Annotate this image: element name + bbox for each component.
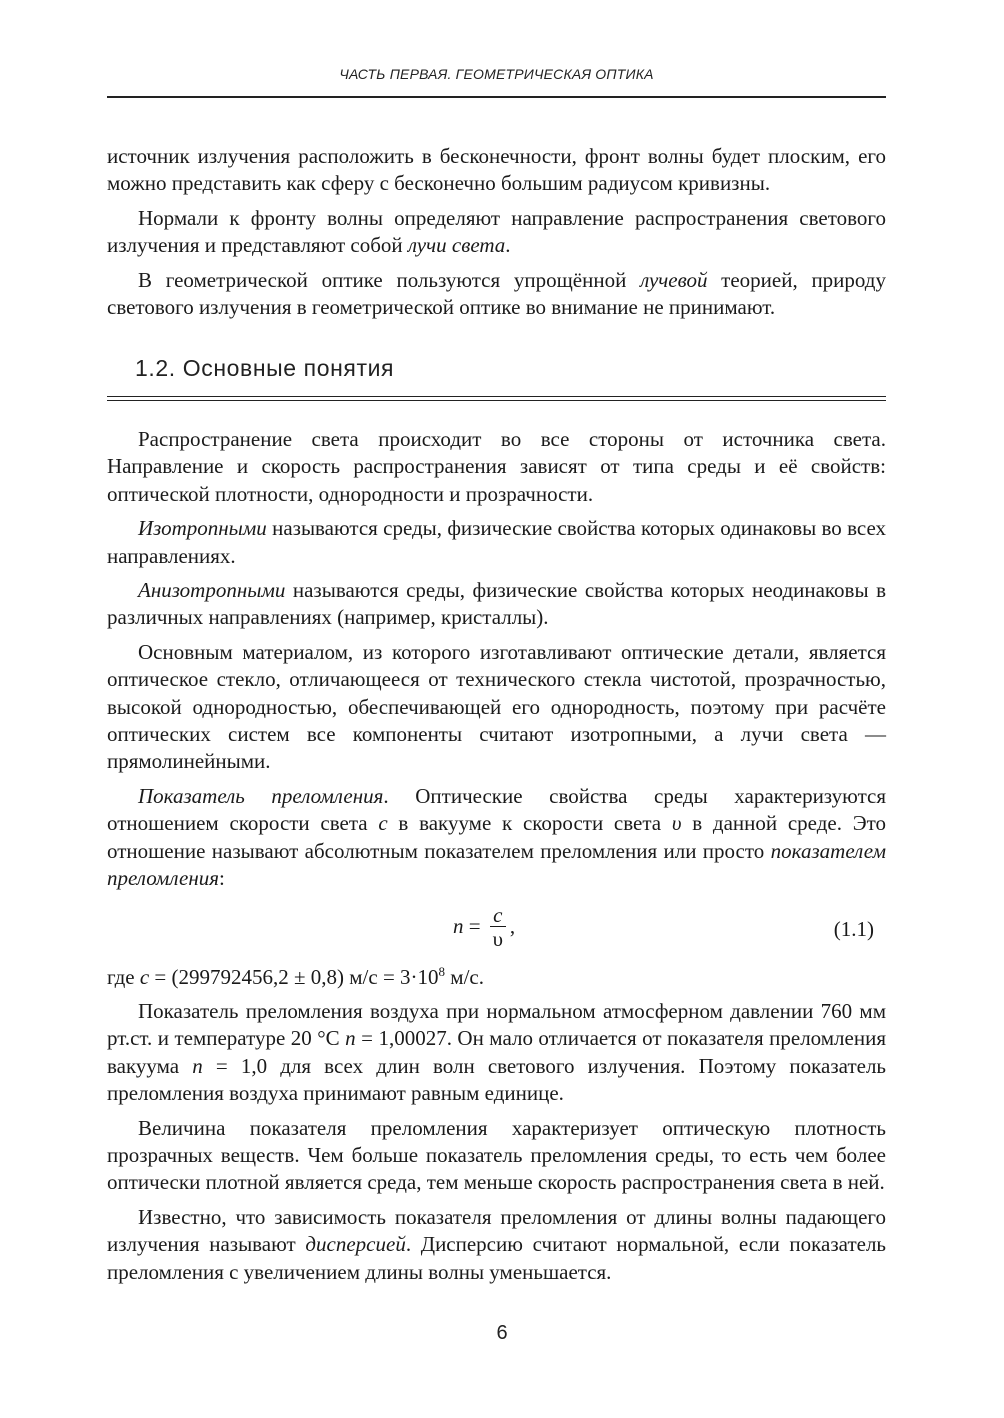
page-number: 6 <box>496 1322 508 1344</box>
term-anisotropic: Анизотропными <box>138 578 286 603</box>
header-rule <box>107 96 886 98</box>
term-refractive-index: Показатель преломления <box>138 783 384 808</box>
formula-numerator: c <box>493 902 503 927</box>
paragraph-8: Показатель преломления. Оптические свойства среды характеризуются отношением скорости света c в вакууме к скорости света υ в данной среде. Это отношение называют абсолютным показателем преломления или просто показателем преломления: <box>107 783 886 891</box>
term-isotropic: Изотропными <box>138 516 267 541</box>
formula-comma: , <box>509 914 516 939</box>
formula-fraction <box>490 904 506 951</box>
paragraph-9: где c = (299792456,2 ± 0,8) $м/с = 3\cdot 10^8$ м/с. <box>107 963 484 989</box>
equation-number: (1.1) <box>833 916 874 941</box>
paragraph-3: В геометрической оптике пользуются упрощённой лучевой теорией, природу светового излучения в геометрической оптике во внимание не принимают. <box>107 267 886 320</box>
term-rays: лучи света <box>407 233 506 258</box>
running-head: ЧАСТЬ ПЕРВАЯ. ГЕОМЕТРИЧЕСКАЯ ОПТИКА <box>339 66 654 82</box>
paragraph-7: Основным материалом, из которого изготавливают оптические детали, является оптическое стекло, отличающееся от технического стекла чистотой, прозрачностью, высокой однородностью, обеспечивающей его однородность, поэтому при расчёте оптических систем все компоненты считают изотропными, а лучи света — прямолинейными. <box>107 639 886 774</box>
formula-equals: = <box>463 914 486 939</box>
term-dispersion: дисперсией <box>305 1232 406 1257</box>
formula-denominator: υ <box>492 926 504 951</box>
paragraph-2: Нормали к фронту волны определяют направление распространения светового излучения и представляют собой лучи света. <box>107 205 886 258</box>
equation-1-1 <box>107 900 886 962</box>
section-rule-bottom <box>107 400 886 401</box>
paragraph-4: Распространение света происходит во все стороны от источника света. Направление и скорость распространения зависят от типа среды и её свойств: оптической плотности, однородности и прозрачности. <box>107 427 886 506</box>
paragraph-6: Анизотропными называются среды, физические свойства которых неодинаковы в различных направлениях (например, кристаллы). <box>107 578 886 630</box>
term-ray-theory: лучевой <box>640 267 708 292</box>
paragraph-10: Показатель преломления воздуха при нормальном атмосферном давлении 760 мм рт.ст. и температуре 20 °C n = 1,00027. Он мало отличается от показателя преломления вакуума n = 1,0 для всех длин волн светового излучения. Поэтому показатель преломления воздуха принимают равным единице. <box>107 998 886 1106</box>
paragraph-5: Изотропными называются среды, физические свойства которых одинаковы во всех направлениях. <box>107 516 886 568</box>
formula-lhs: n <box>453 914 464 939</box>
exponent: 8 <box>438 963 446 979</box>
paragraph-12: Известно, что зависимость показателя преломления от длины волны падающего излучения называют дисперсией. Дисперсию считают нормальной, если показатель преломления с увеличением длины волны уменьшается. <box>107 1204 886 1284</box>
text-block-main <box>107 426 886 1293</box>
paragraph-11: Величина показателя преломления характеризует оптическую плотность прозрачных веществ. Чем больше показатель преломления среды, то есть чем более оптически плотной является среда, тем меньше скорость распространения света в ней. <box>107 1115 886 1195</box>
text-block-intro <box>107 143 886 328</box>
paragraph-1: источник излучения расположить в бесконечности, фронт волны будет плоским, его можно представить как сферу с бесконечно большим радиусом кривизны. <box>107 144 886 196</box>
section-title: 1.2. Основные понятия <box>135 355 395 381</box>
term-refractive-index-2: показателем преломления <box>107 838 886 891</box>
section-rule-top <box>107 396 886 397</box>
formula <box>453 904 515 951</box>
